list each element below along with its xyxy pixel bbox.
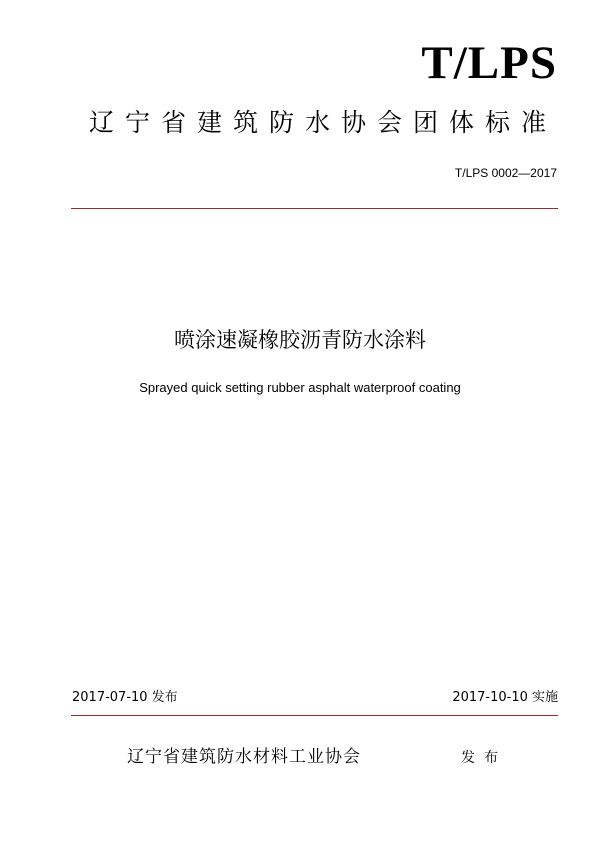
effective-date: 2017-10-10 实施	[452, 690, 558, 705]
issue-date: 2017-07-10 发布	[72, 690, 178, 705]
document-title-english: Sprayed quick setting rubber asphalt waterproof coating	[139, 380, 461, 395]
organization-standard-title: 辽宁省建筑防水协会团体标准	[88, 108, 557, 137]
publish-label: 发布	[461, 750, 507, 766]
standard-code: T/LPS 0002—2017	[454, 166, 557, 180]
standard-logo: T/LPS	[421, 37, 557, 89]
bottom-divider	[71, 715, 558, 716]
document-title-chinese: 喷涂速凝橡胶沥青防水涂料	[174, 328, 426, 352]
publisher-name: 辽宁省建筑防水材料工业协会	[127, 747, 361, 767]
top-divider	[71, 208, 558, 209]
